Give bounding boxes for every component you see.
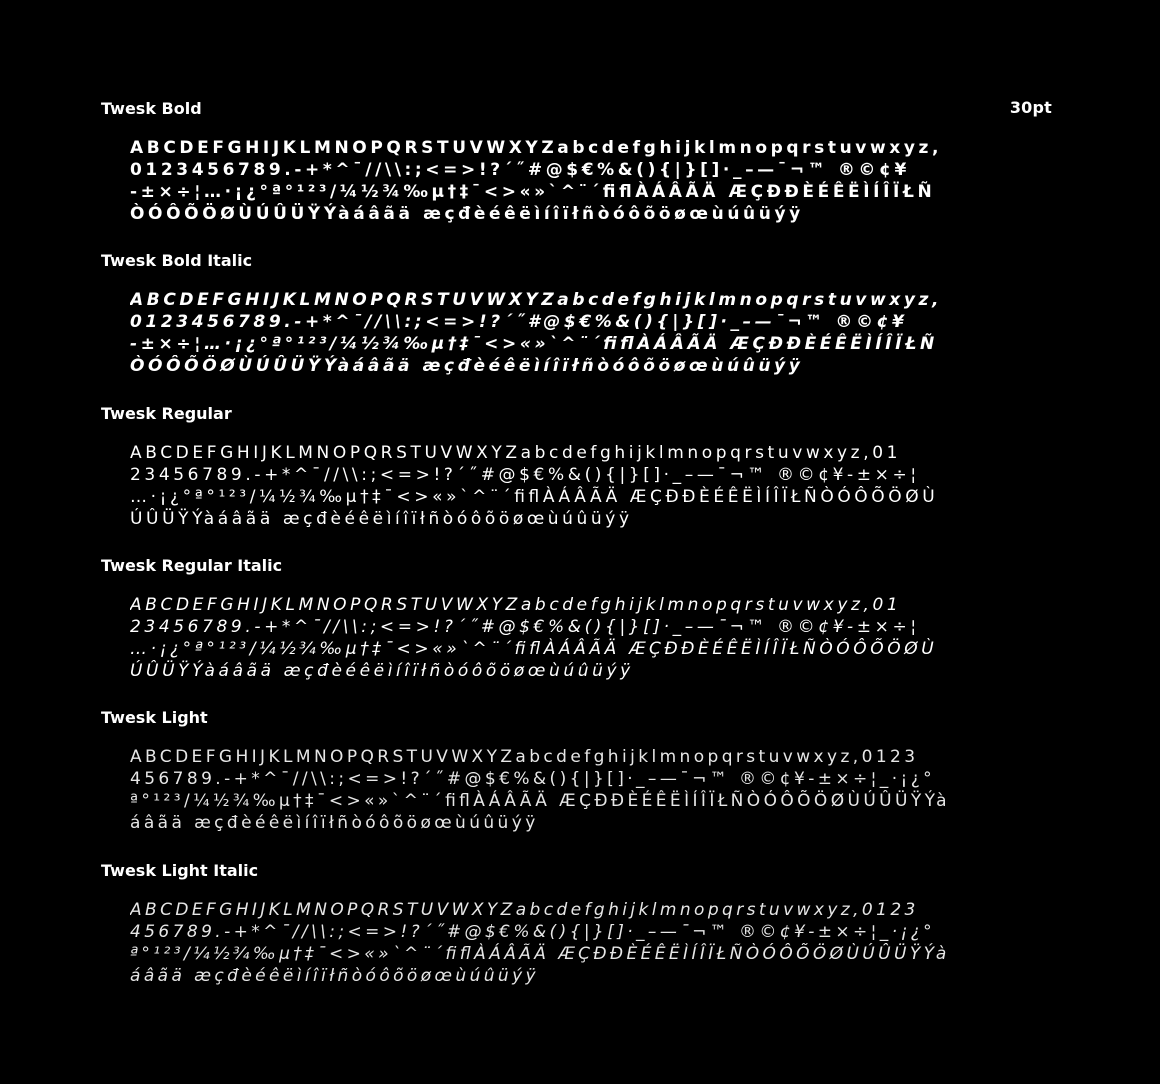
glyph-line: …·¡¿°ª°¹²³/¼½¾‰µ†‡¯<>«»`^¨´ﬁﬂÀÁÂÃÄ ÆÇĐÐÈÉÊËÌÍÎÏŁÑÒÓÔÕÖØÙ [130, 639, 938, 659]
glyph-line: ABCDEFGHIJKLMNOPQRSTUVWXYZabcdefghijklmnopqrstuvwxyz,0123 [130, 747, 919, 767]
glyph-set [130, 137, 1042, 225]
glyph-line: ª°¹²³/¼½¾‰µ†‡¯<>«»`^¨´ﬁﬂÀÁÂÃÄ ÆÇĐÐÈÉÊËÌÍÎÏŁÑÒÓÔÕÖØÙÚÛÜŸÝà [130, 944, 950, 964]
glyph-line: 456789.-+*^¯//\\:;<=>!?´˝#@$€%&(){|}[]·_–—¯¬™ ®©¢¥-±×÷¦_·¡¿° [130, 922, 936, 942]
glyph-set [130, 289, 1042, 377]
glyph-set [130, 594, 1042, 682]
section-title: Twesk Bold Italic [101, 251, 253, 270]
glyph-line: ABCDEFGHIJKLMNOPQRSTUVWXYZabcdefghijklmnopqrstuvwxyz,0123 [130, 900, 919, 920]
glyph-line: …·¡¿°ª°¹²³/¼½¾‰µ†‡¯<>«»`^¨´ﬁﬂÀÁÂÃÄ ÆÇĐÐÈÉÊËÌÍÎÏŁÑÒÓÔÕÖØÙ [130, 487, 939, 507]
glyph-line: ABCDEFGHIJKLMNOPQRSTUVWXYZabcdefghijklmnopqrstuvwxyz, [130, 138, 943, 158]
glyph-line: ÒÓÔÕÖØÙÚÛÜŸÝàáâãä æçđèéêëìíîïłñòóôõöøœùúûüýÿ [130, 204, 804, 224]
section-title: Twesk Bold [101, 99, 202, 118]
glyph-line: áâãä æçđèéêëìíîïłñòóôõöøœùúûüýÿ [130, 813, 539, 833]
glyph-line: 0123456789.-+*^¯//\\:;<=>!?´˝#@$€%&(){|}[]·_–—¯¬™ ®©¢¥ [130, 312, 908, 332]
glyph-line: ÚÛÜŸÝàáâãä æçđèéêëìíîïłñòóôõöøœùúûüýÿ [130, 509, 633, 529]
glyph-set [130, 746, 1042, 834]
glyph-line: ABCDEFGHIJKLMNOPQRSTUVWXYZabcdefghijklmnopqrstuvwxyz,01 [130, 595, 902, 615]
section-regular [101, 403, 1051, 530]
glyph-set [130, 442, 1042, 530]
glyph-line: ª°¹²³/¼½¾‰µ†‡¯<>«»`^¨´ﬁﬂÀÁÂÃÄ ÆÇĐÐÈÉÊËÌÍÎÏŁÑÒÓÔÕÖØÙÚÛÜŸÝà [130, 791, 950, 811]
glyph-line: 456789.-+*^¯//\\:;<=>!?´˝#@$€%&(){|}[]·_–—¯¬™ ®©¢¥-±×÷¦_·¡¿° [130, 769, 936, 789]
glyph-set [130, 899, 1042, 987]
point-size-label: 30pt [1009, 98, 1052, 117]
section-light-italic [101, 860, 1051, 987]
glyph-line: ÒÓÔÕÖØÙÚÛÜŸÝàáâãä æçđèéêëìíîïłñòóôõöøœùúûüýÿ [130, 356, 804, 376]
section-title: Twesk Regular [101, 404, 232, 423]
glyph-line: ÚÛÜŸÝàáâãä æçđèéêëìíîïłñòóôõöøœùúûüýÿ [130, 661, 634, 681]
section-bold [101, 98, 1051, 225]
section-light [101, 707, 1051, 834]
glyph-line: áâãä æçđèéêëìíîïłñòóôõöøœùúûüýÿ [130, 966, 540, 986]
section-bold-italic [101, 250, 1051, 377]
glyph-line: 23456789.-+*^¯//\\:;<=>!?´˝#@$€%&(){|}[]·_–—¯¬™ ®©¢¥-±×÷¦ [130, 465, 920, 485]
section-title: Twesk Regular Italic [101, 556, 283, 575]
section-title: Twesk Light [101, 708, 208, 727]
section-regular-italic [101, 555, 1051, 682]
glyph-line: 23456789.-+*^¯//\\:;<=>!?´˝#@$€%&(){|}[]·_–—¯¬™ ®©¢¥-±×÷¦ [130, 617, 920, 637]
glyph-line: -±×÷¦…·¡¿°ª°¹²³/¼½¾‰µ†‡¯<>«»`^¨´ﬁﬂÀÁÂÃÄ ÆÇĐÐÈÉÊËÌÍÎÏŁÑ [130, 182, 936, 202]
glyph-line: 0123456789.-+*^¯//\\:;<=>!?´˝#@$€%&(){|}[]·_–—¯¬™ ®©¢¥ [130, 160, 910, 180]
glyph-line: ABCDEFGHIJKLMNOPQRSTUVWXYZabcdefghijklmnopqrstuvwxyz, [130, 290, 943, 310]
glyph-line: ABCDEFGHIJKLMNOPQRSTUVWXYZabcdefghijklmnopqrstuvwxyz,01 [130, 443, 902, 463]
section-title: Twesk Light Italic [101, 861, 259, 880]
glyph-line: -±×÷¦…·¡¿°ª°¹²³/¼½¾‰µ†‡¯<>«»`^¨´ﬁﬂÀÁÂÃÄ ÆÇĐÐÈÉÊËÌÍÎÏŁÑ [130, 334, 938, 354]
